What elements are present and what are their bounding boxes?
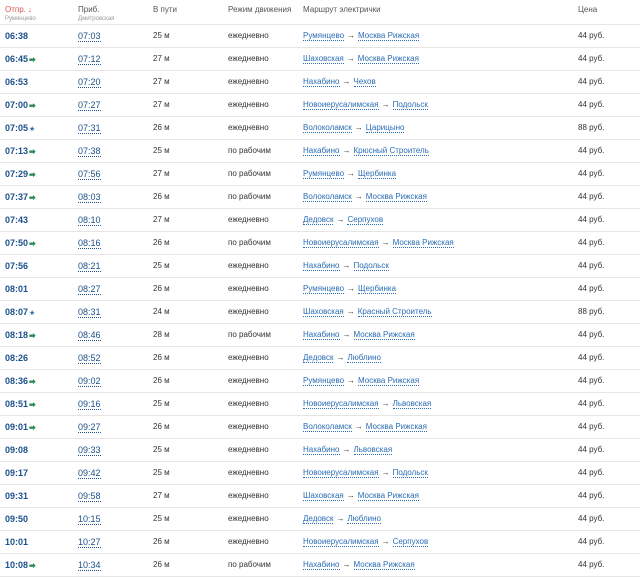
route[interactable] [303, 560, 415, 569]
duration: 25 м [153, 261, 170, 270]
route-arrow-icon: → [336, 514, 345, 523]
price-header: Цена [578, 5, 598, 14]
departure-time[interactable] [5, 215, 28, 225]
route-arrow-icon: → [354, 422, 363, 431]
route-arrow-icon: → [381, 238, 390, 247]
route-arrow-icon: → [381, 468, 390, 477]
table-row[interactable] [0, 278, 640, 301]
arrival-time[interactable]: 07:31 [78, 123, 101, 133]
route-to[interactable]: Царицыно [365, 123, 405, 132]
route-arrow-icon: → [347, 31, 356, 40]
table-row[interactable] [0, 508, 640, 531]
price: 88 руб. [578, 123, 605, 132]
price: 44 руб. [578, 445, 605, 454]
table-row[interactable] [0, 117, 640, 140]
arrival-time[interactable]: 09:02 [78, 376, 101, 386]
run-mode: по рабочим [228, 238, 271, 247]
route-to[interactable]: Москва Рижская [392, 238, 454, 247]
route-from[interactable]: Нахабино [303, 560, 340, 569]
route-arrow-icon: → [347, 376, 356, 385]
table-row[interactable] [0, 255, 640, 278]
departure-time[interactable] [5, 399, 36, 410]
arrival-time[interactable]: 10:15 [78, 514, 101, 524]
route-to[interactable]: Москва Рижская [365, 422, 427, 431]
departure-time-text[interactable]: 09:31 [5, 491, 29, 501]
run-mode: ежедневно [228, 284, 269, 293]
arrival-time[interactable]: 07:03 [78, 31, 101, 41]
table-row[interactable] [0, 163, 640, 186]
price: 44 руб. [578, 192, 605, 201]
departure-time[interactable] [5, 422, 36, 433]
price: 44 руб. [578, 514, 605, 523]
departure-time[interactable] [5, 376, 36, 387]
route-to[interactable]: Подольск [392, 468, 428, 477]
price: 44 руб. [578, 284, 605, 293]
arrival-header[interactable] [78, 5, 114, 22]
arrival-time[interactable]: 07:12 [78, 54, 101, 64]
price: 44 руб. [578, 77, 605, 86]
duration: 25 м [153, 514, 170, 523]
table-row[interactable] [0, 416, 640, 439]
route[interactable] [303, 31, 419, 40]
express-train-icon: ⮕ [29, 195, 37, 202]
route[interactable] [303, 146, 429, 155]
table-row[interactable] [0, 24, 640, 48]
run-mode: ежедневно [228, 215, 269, 224]
route-arrow-icon: → [342, 560, 351, 569]
duration: 26 м [153, 560, 170, 569]
route[interactable] [303, 100, 428, 109]
route-arrow-icon: → [342, 330, 351, 339]
route-arrow-icon: → [381, 100, 390, 109]
run-mode: ежедневно [228, 353, 269, 362]
departure-time-text[interactable]: 08:01 [5, 284, 29, 294]
departure-time[interactable] [5, 54, 36, 65]
table-row[interactable] [0, 94, 640, 117]
arrival-time[interactable]: 09:42 [78, 468, 101, 478]
route-from[interactable]: Новоиерусалимская [303, 537, 379, 546]
duration: 27 м [153, 215, 170, 224]
price: 44 руб. [578, 399, 605, 408]
route-from[interactable]: Румянцево [303, 284, 345, 293]
duration: 26 м [153, 284, 170, 293]
express-train-icon: ⮕ [29, 149, 37, 156]
run-mode: по рабочим [228, 146, 271, 155]
departure-time-text[interactable]: 06:38 [5, 31, 29, 41]
route-to[interactable]: Москва Рижская [365, 192, 427, 201]
route-from[interactable]: Нахабино [303, 77, 340, 86]
duration: 26 м [153, 123, 170, 132]
table-row[interactable] [0, 301, 640, 324]
arrival-time[interactable]: 08:16 [78, 238, 101, 248]
route-arrow-icon: → [347, 169, 356, 178]
route[interactable] [303, 353, 381, 362]
route-from[interactable]: Дедовск [303, 215, 334, 224]
departure-time[interactable] [5, 284, 28, 294]
departure-time[interactable] [5, 514, 28, 524]
arrival-time[interactable]: 07:56 [78, 169, 101, 179]
departure-time[interactable] [5, 491, 28, 501]
route-from[interactable]: Нахабино [303, 261, 340, 270]
arrival-time[interactable]: 08:52 [78, 353, 101, 363]
table-row[interactable] [0, 232, 640, 255]
arrival-time[interactable]: 09:33 [78, 445, 101, 455]
arrival-time[interactable]: 08:10 [78, 215, 101, 225]
duration: 25 м [153, 146, 170, 155]
route-arrow-icon: → [354, 123, 363, 132]
route[interactable] [303, 445, 392, 454]
route-arrow-icon: → [342, 77, 351, 86]
route-to[interactable]: Люблино [347, 514, 381, 523]
departure-time[interactable] [5, 445, 28, 455]
arrival-time[interactable]: 08:27 [78, 284, 101, 294]
duration: 26 м [153, 537, 170, 546]
express-train-icon: ⮕ [29, 57, 37, 64]
departure-time[interactable] [5, 146, 36, 157]
departure-time-text[interactable]: 07:56 [5, 261, 29, 271]
route-to[interactable]: Москва Рижская [358, 31, 420, 40]
price: 44 руб. [578, 146, 605, 155]
departure-time-text[interactable]: 09:01 [5, 422, 29, 432]
table-row[interactable] [0, 48, 640, 71]
price: 44 руб. [578, 169, 605, 178]
duration: 25 м [153, 445, 170, 454]
route-to[interactable]: Красный Строитель [357, 307, 432, 316]
route[interactable] [303, 491, 419, 500]
route[interactable] [303, 77, 376, 86]
departure-time-text[interactable]: 08:26 [5, 353, 29, 363]
route[interactable] [303, 169, 396, 178]
departure-time-text[interactable]: 07:43 [5, 215, 29, 225]
table-row[interactable] [0, 370, 640, 393]
route-arrow-icon: → [342, 261, 351, 270]
route-arrow-icon: → [346, 54, 355, 63]
run-mode: ежедневно [228, 422, 269, 431]
route-from[interactable]: Румянцево [303, 31, 345, 40]
table-row[interactable] [0, 531, 640, 554]
route-from[interactable]: Шаховская [303, 54, 344, 63]
run-mode: ежедневно [228, 537, 269, 546]
route-from[interactable]: Румянцево [303, 169, 345, 178]
route-to[interactable]: Чехов [353, 77, 376, 86]
route-from[interactable]: Нахабино [303, 330, 340, 339]
arrival-time[interactable]: 07:27 [78, 100, 101, 110]
table-row[interactable] [0, 462, 640, 485]
departure-time[interactable] [5, 261, 28, 271]
departure-time[interactable] [5, 468, 28, 478]
price: 88 руб. [578, 307, 605, 316]
table-row[interactable] [0, 554, 640, 577]
departure-time-text[interactable]: 07:37 [5, 192, 29, 202]
route-to[interactable]: Москва Рижская [358, 376, 420, 385]
route-arrow-icon: → [336, 215, 345, 224]
route[interactable] [303, 399, 431, 408]
run-mode: ежедневно [228, 468, 269, 477]
price: 44 руб. [578, 31, 605, 40]
table-row[interactable] [0, 393, 640, 416]
express-train-icon: ⮕ [29, 172, 37, 179]
arrival-time[interactable]: 10:34 [78, 560, 101, 570]
price: 44 руб. [578, 491, 605, 500]
run-mode: ежедневно [228, 261, 269, 270]
duration: 28 м [153, 330, 170, 339]
run-mode: ежедневно [228, 491, 269, 500]
run-mode: ежедневно [228, 54, 269, 63]
arrival-time[interactable]: 07:20 [78, 77, 101, 87]
route[interactable] [303, 215, 383, 224]
departure-time-text[interactable]: 08:51 [5, 399, 29, 409]
run-mode: по рабочим [228, 169, 271, 178]
departure-time-text[interactable]: 10:08 [5, 560, 29, 570]
route-to[interactable]: Львовская [353, 445, 393, 454]
duration: 27 м [153, 169, 170, 178]
duration: 25 м [153, 468, 170, 477]
departure-time-text[interactable]: 08:36 [5, 376, 29, 386]
departure-time[interactable] [5, 560, 36, 571]
route-arrow-icon: → [342, 146, 351, 155]
express-train-icon: ⮕ [29, 379, 37, 386]
run-mode: по рабочим [228, 560, 271, 569]
run-mode: по рабочим [228, 192, 271, 201]
duration: 26 м [153, 238, 170, 247]
schedule-table [0, 24, 640, 577]
duration-header: В пути [153, 5, 178, 14]
duration: 24 м [153, 307, 170, 316]
duration: 27 м [153, 491, 170, 500]
arrival-time[interactable]: 08:21 [78, 261, 101, 271]
table-row[interactable] [0, 71, 640, 94]
price: 44 руб. [578, 560, 605, 569]
run-mode: ежедневно [228, 399, 269, 408]
route-arrow-icon: → [381, 537, 390, 546]
price: 44 руб. [578, 215, 605, 224]
route[interactable] [303, 422, 427, 431]
departure-time-text[interactable]: 09:17 [5, 468, 29, 478]
route-to[interactable]: Люблино [347, 353, 381, 362]
table-row[interactable] [0, 324, 640, 347]
table-row[interactable] [0, 347, 640, 370]
star-icon: ★ [29, 310, 36, 317]
table-row[interactable] [0, 485, 640, 508]
route-arrow-icon: → [381, 399, 390, 408]
run-mode: ежедневно [228, 31, 269, 40]
route-from[interactable]: Румянцево [303, 376, 345, 385]
route[interactable] [303, 261, 389, 270]
route-arrow-icon: → [342, 445, 351, 454]
departure-time-text[interactable]: 06:45 [5, 54, 29, 64]
route[interactable] [303, 307, 432, 316]
arrival-time[interactable]: 08:03 [78, 192, 101, 202]
express-train-icon: ⮕ [29, 333, 37, 340]
route[interactable] [303, 238, 454, 247]
route[interactable] [303, 284, 396, 293]
departure-time[interactable] [5, 169, 36, 180]
departure-header[interactable] [5, 5, 36, 22]
price: 44 руб. [578, 330, 605, 339]
route-from[interactable]: Новоиерусалимская [303, 238, 379, 247]
route-to[interactable]: Щербинка [358, 169, 397, 178]
express-train-icon: ⮕ [29, 241, 37, 248]
express-train-icon: ⮕ [29, 103, 37, 110]
departure-header-label[interactable]: Отпр. [5, 5, 26, 14]
duration: 26 м [153, 353, 170, 362]
route-from[interactable]: Волоколамск [303, 123, 352, 132]
route-header: Маршрут электрички [303, 5, 381, 14]
departure-time-text[interactable]: 10:01 [5, 537, 29, 547]
departure-time[interactable] [5, 353, 28, 363]
route-to[interactable]: Москва Рижская [353, 560, 415, 569]
duration: 26 м [153, 422, 170, 431]
route-to[interactable]: Москва Рижская [357, 491, 419, 500]
price: 44 руб. [578, 261, 605, 270]
route-to[interactable]: Щербинка [358, 284, 397, 293]
departure-time[interactable] [5, 330, 36, 341]
run-mode: ежедневно [228, 77, 269, 86]
price: 44 руб. [578, 238, 605, 247]
route[interactable] [303, 376, 419, 385]
table-header [0, 0, 640, 26]
run-mode: ежедневно [228, 123, 269, 132]
route-to[interactable]: Львовская [392, 399, 432, 408]
route-to[interactable]: Подольск [353, 261, 389, 270]
route-from[interactable]: Волоколамск [303, 192, 352, 201]
departure-time[interactable] [5, 31, 28, 41]
arrival-time[interactable]: 08:46 [78, 330, 101, 340]
departure-time-text[interactable]: 09:50 [5, 514, 29, 524]
mode-header: Режим движения [228, 5, 292, 14]
run-mode: ежедневно [228, 100, 269, 109]
route[interactable] [303, 54, 419, 63]
departure-time-text[interactable]: 07:13 [5, 146, 29, 156]
route-from[interactable]: Волоколамск [303, 422, 352, 431]
price: 44 руб. [578, 468, 605, 477]
route[interactable] [303, 514, 381, 523]
arrival-time[interactable]: 08:31 [78, 307, 101, 317]
route-arrow-icon: → [354, 192, 363, 201]
run-mode: ежедневно [228, 514, 269, 523]
price: 44 руб. [578, 54, 605, 63]
departure-time-text[interactable]: 07:05 [5, 123, 29, 133]
table-row[interactable] [0, 186, 640, 209]
route-from[interactable]: Дедовск [303, 514, 334, 523]
arrival-station: Дмитровская [78, 16, 115, 22]
route[interactable] [303, 537, 428, 546]
route-to[interactable]: Подольск [392, 100, 428, 109]
departure-station: Румянцево [5, 16, 36, 22]
arrival-time[interactable]: 09:58 [78, 491, 101, 501]
duration: 26 м [153, 376, 170, 385]
duration: 26 м [153, 192, 170, 201]
route-arrow-icon: → [346, 491, 355, 500]
price: 44 руб. [578, 422, 605, 431]
route[interactable] [303, 123, 404, 132]
run-mode: ежедневно [228, 376, 269, 385]
route-arrow-icon: → [347, 284, 356, 293]
route-from[interactable]: Нахабино [303, 146, 340, 155]
star-icon: ★ [29, 126, 36, 133]
departure-time-text[interactable]: 07:00 [5, 100, 29, 110]
price: 44 руб. [578, 537, 605, 546]
departure-time[interactable] [5, 537, 28, 547]
run-mode: ежедневно [228, 307, 269, 316]
arrival-header-label[interactable]: Приб. [78, 5, 100, 14]
run-mode: ежедневно [228, 445, 269, 454]
departure-time-text[interactable]: 09:08 [5, 445, 29, 455]
route-to[interactable]: Серпухов [392, 537, 429, 546]
route-arrow-icon: → [336, 353, 345, 362]
route-from[interactable]: Новоиерусалимская [303, 399, 379, 408]
duration: 25 м [153, 399, 170, 408]
route-to[interactable]: Крюсный Строитель [353, 146, 429, 155]
route-from[interactable]: Дедовск [303, 353, 334, 362]
sort-arrow-icon[interactable]: ↓ [27, 5, 32, 14]
route-to[interactable]: Москва Рижская [357, 54, 419, 63]
route-arrow-icon: → [346, 307, 355, 316]
arrival-time[interactable]: 07:38 [78, 146, 101, 156]
table-row[interactable] [0, 209, 640, 232]
table-row[interactable] [0, 140, 640, 163]
price: 44 руб. [578, 376, 605, 385]
route-from[interactable]: Шаховская [303, 307, 344, 316]
route-from[interactable]: Новоиерусалимская [303, 100, 379, 109]
express-train-icon: ⮕ [29, 425, 37, 432]
route[interactable] [303, 330, 415, 339]
route-from[interactable]: Шаховская [303, 491, 344, 500]
run-mode: по рабочим [228, 330, 271, 339]
arrival-time[interactable]: 09:27 [78, 422, 101, 432]
table-row[interactable] [0, 439, 640, 462]
route-to[interactable]: Серпухов [347, 215, 384, 224]
route[interactable] [303, 192, 427, 201]
duration: 25 м [153, 31, 170, 40]
arrival-time[interactable]: 10:27 [78, 537, 101, 547]
departure-time[interactable] [5, 307, 35, 317]
route-from[interactable]: Новоиерусалимская [303, 468, 379, 477]
departure-time-text[interactable]: 07:29 [5, 169, 29, 179]
express-train-icon: ⮕ [29, 402, 37, 409]
arrival-time[interactable]: 09:16 [78, 399, 101, 409]
departure-time-text[interactable]: 07:50 [5, 238, 29, 248]
route[interactable] [303, 468, 428, 477]
departure-time[interactable] [5, 192, 36, 203]
departure-time[interactable] [5, 77, 28, 87]
departure-time[interactable] [5, 100, 36, 111]
route-from[interactable]: Нахабино [303, 445, 340, 454]
duration: 27 м [153, 54, 170, 63]
route-to[interactable]: Москва Рижская [353, 330, 415, 339]
departure-time-text[interactable]: 06:53 [5, 77, 29, 87]
express-train-icon: ⮕ [29, 563, 37, 570]
departure-time[interactable] [5, 238, 36, 249]
price: 44 руб. [578, 353, 605, 362]
departure-time-text[interactable]: 08:07 [5, 307, 29, 317]
duration: 27 м [153, 77, 170, 86]
price: 44 руб. [578, 100, 605, 109]
departure-time-text[interactable]: 08:18 [5, 330, 29, 340]
departure-time[interactable] [5, 123, 35, 133]
duration: 27 м [153, 100, 170, 109]
